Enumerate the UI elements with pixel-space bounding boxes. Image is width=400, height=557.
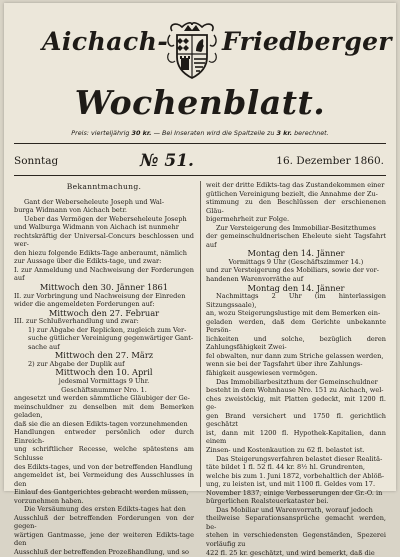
text-line: vorzunehmen haben. (14, 496, 84, 505)
text-line: Zinsen- und Kostenkaution zu 62 fl. belastet ist. (206, 445, 365, 454)
text-line: I. zur Anmeldung und Nachweisung der Forderungen auf (14, 265, 194, 283)
text-line: des Edikts-tages, und von der betreffenden Handlung (14, 462, 193, 471)
text-line: Mittwoch den 27. März (54, 350, 154, 361)
text-line: gen Brand versichert und 1750 fl. gerichtlich geschätzt (206, 411, 386, 429)
text-line: III. zur Schlußverhandlung und zwar: (14, 317, 139, 326)
text-line: Gant der Weberseheleute Joseph und Wal- (24, 197, 165, 206)
text-line: handenen Warenvorräthe auf (206, 275, 304, 284)
text-line: 422 fl. 25 kr. geschätzt, und wird bemerkt, daß die (206, 548, 375, 557)
text-line: suche gütlicher Vereinigung gegenwärtiger Gant- (28, 334, 194, 343)
text-line: angemeldet ist, bei Vermeidung des Ausschlusses in den (14, 471, 194, 488)
text-line: weit der dritte Edikts-tag das Zustandekommen einer (206, 181, 385, 189)
text-line: bigermehrheit zur Folge. (206, 215, 290, 224)
text-line: Mittwoch den 27. Februar (48, 307, 160, 318)
text-line: wenn sie bei der Tagsfahrt über ihre Zahlungs- (206, 360, 363, 369)
text-line: Die Versäumung des ersten Edikts-tages hat den (24, 505, 186, 514)
text-line: zur Aussage über die Edikts-tage, und zwar: (14, 257, 162, 266)
text-line: ches zweistöckig, mit Platten gedeckt, mit 1200 fl. ge- (206, 394, 386, 412)
text-line: der gemeinschuldnerischen Eheleute sieht Tagsfahrt auf (206, 232, 386, 249)
text-line: 2) zur Abgabe der Duplik auf (28, 359, 125, 368)
text-line: Das Mobiliar und Warenvorrath, worauf jedoch (216, 505, 373, 514)
text-line: fähigkeit ausgewiesen vermögen. (206, 369, 318, 378)
text-line: fel obwalten, nur dann zum Striche gelassen werden, (206, 351, 384, 360)
text-line: Zur Versteigerung des Immobiliar-Besitzthumes (216, 223, 376, 232)
text-line: Bekanntmachung. (66, 182, 142, 191)
text-line: II. zur Vorbringung und Nachweisung der Einreden (14, 291, 186, 300)
text-line: Ausschluß der betreffenden Prozeßhandlung, und so (14, 547, 189, 556)
text-line: Einlauf des Gantgerichtes gebracht werden müssen, (14, 488, 189, 497)
text-line: Ueber das Vermögen der Weberseheleute Joseph (24, 214, 187, 223)
text-line: täte bildet 1 fl. 52 fl. 44 kr. 8½ hl. Grundrenten, (206, 463, 366, 472)
column-divider (200, 181, 201, 487)
text-line: besteht in dem Wohnhause Nro. 151 zu Aichach, wel- (206, 386, 384, 395)
text-line: stehen in verschiedensten Gegenständen, Spezerei vorläufig zu (206, 531, 386, 548)
price-suffix: — Bei Inseraten wird die Spaltzeile zu (151, 129, 277, 137)
text-line: burga Widmann von Aichach betr. (14, 206, 127, 215)
text-line: Vormittags 9 Uhr (Geschäftszimmer 14.) (228, 257, 364, 266)
right-column (206, 181, 386, 557)
text-line: ist, dann mit 1200 fl. Hypothek-Kapitalien, dann einem (206, 428, 386, 446)
text-line: jedesmal Vormittags 9 Uhr. (58, 377, 150, 386)
price-rate: 3 kr. (276, 129, 293, 137)
price-line (14, 129, 386, 137)
text-line: Mittwoch den 10. April (55, 367, 153, 378)
text-line: und Walburga Widmann von Aichach ist nunmehr (14, 223, 179, 232)
text-line: Montag den 14. Jänner (247, 248, 345, 259)
text-line: bürgerlichen Realsteuerkataster bei. (206, 497, 329, 506)
left-column (14, 181, 194, 556)
text-line: Montag den 14. Jänner (247, 282, 345, 293)
article-columns (14, 181, 386, 557)
dateline (14, 151, 386, 173)
price-value: 30 kr. (131, 129, 152, 137)
text-line: meinschuldner zu denselben mit dem Bemerken geladen, (14, 402, 194, 420)
price-prefix: Preis: vierteljährig (71, 129, 132, 137)
text-line: wider die angemeldeten Forderungen auf: (14, 300, 155, 309)
bottom-rule (14, 175, 386, 176)
text-line: rechtskräftig der Universal-Concurs beschlossen und wer- (14, 231, 194, 249)
issue-number: № 51. (140, 151, 194, 171)
title-main: Wochenblatt. (74, 83, 326, 122)
text-line: sache auf (28, 342, 60, 351)
text-line: lichkeiten und solche, bezüglich deren Zahlungsfähigkeit Zwei- (206, 334, 386, 352)
text-line: Ausschluß der betreffenden Forderungen von der gegen- (14, 513, 194, 531)
price-end: berechnet. (292, 129, 329, 137)
text-line: angesetzt und werden sämmtliche Gläubiger der Ge- (14, 394, 190, 403)
text-line: 1) zur Abgabe der Replicken, zugleich zum Ver- (28, 325, 187, 334)
text-line: gütlichen Vereinigung bezielt, die Annahme der Zu- (206, 189, 378, 198)
issue-day: Sonntag (14, 155, 59, 167)
issue-date: 16. Dezember 1860. (276, 155, 384, 167)
text-line: Nachmittags 2 Uhr (im hinterlassigen Sitzungssaale), (206, 292, 386, 309)
text-line: Handlungen entweder persönlich oder durch Einreich- (14, 428, 194, 445)
text-line: den hiezu folgende Edikts-Tage anberaumt, nämlich (14, 248, 187, 257)
text-line: Geschäftsnummer Nro. 1. (61, 385, 147, 394)
text-line: Das Immobiliarbesitzthum der Gemeinschuldner (216, 377, 378, 386)
text-line: Mittwoch den 30. Jänner 1861 (39, 282, 169, 293)
text-line: ung, zu leisten ist, und mit 1100 fl. Geldes vom 17. (206, 480, 376, 489)
masthead (4, 3, 396, 153)
text-line: geladen werden, daß dem Gerichte unbekannte Persön- (206, 317, 386, 335)
text-line: welche bis zum 1. Juni 1872, vorbehaltlich der Ablöß- (206, 471, 385, 480)
text-line: November 1837, einige Verbesserungen der Gr.-O. in (206, 488, 383, 497)
text-line: und zur Versteigerung des Mobiliars, sowie der vor- (206, 266, 379, 275)
text-line: ung schriftlicher Recesse, welche spätestens am Schlusse (14, 445, 194, 462)
text-line: Das Steigerungsverfahren belastet dieser Realitä- (216, 454, 383, 463)
text-line: wärtigen Gantmasse, jene der weiteren Edikts-tage den (14, 530, 194, 548)
text-line: an, wozu Steigerungslustige mit dem Bemerken ein- (206, 309, 381, 318)
title-left: Aichach- (42, 27, 169, 56)
newspaper-page (4, 3, 396, 557)
coat-of-arms-icon (166, 21, 218, 81)
top-rule (14, 143, 386, 144)
title-right: Friedberger (222, 27, 392, 56)
text-line: stimmung zu den Beschlüssen der erschienenen Gläu- (206, 198, 386, 215)
text-line: theilweise Separationsansprüche gemacht werden, be- (206, 514, 386, 531)
text-line: daß sie die an diesen Edikts-tagen vorzunehmenden (14, 419, 188, 428)
